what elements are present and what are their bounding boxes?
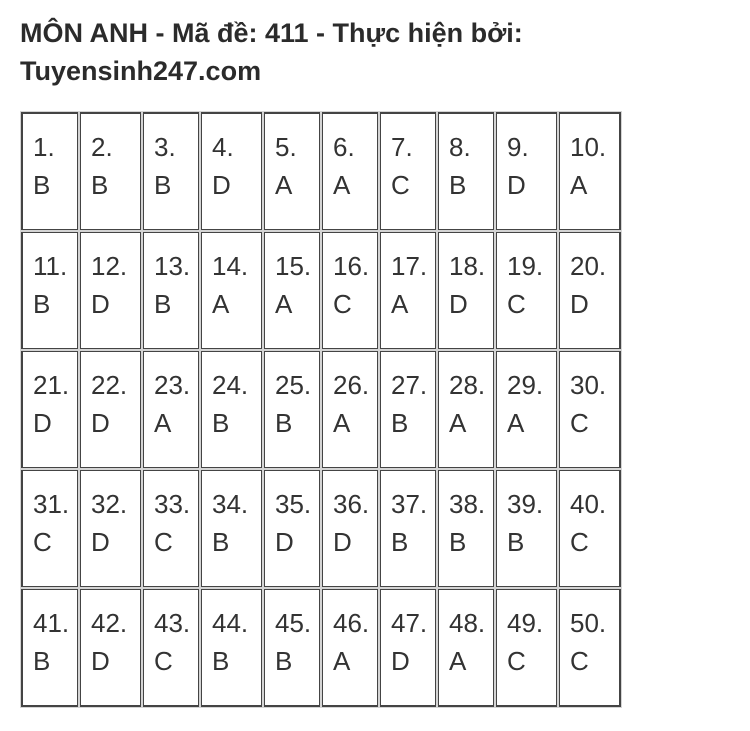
answer-cell — [200, 112, 263, 231]
answer-cell — [79, 112, 142, 231]
answer-cell — [379, 350, 437, 469]
answer-cell — [321, 231, 379, 350]
answer-cell — [263, 231, 321, 350]
question-number: 31. — [33, 489, 70, 519]
answer-cell — [142, 350, 200, 469]
question-number: 7. — [391, 132, 413, 162]
answer-letter: B — [33, 170, 51, 200]
answer-letter: C — [507, 646, 526, 676]
answer-letter: A — [507, 408, 525, 438]
answer-cell — [263, 469, 321, 588]
answer-cell — [79, 350, 142, 469]
answer-letter: B — [212, 646, 230, 676]
answer-letter: D — [449, 289, 468, 319]
answer-cell — [200, 588, 263, 707]
question-number: 1. — [33, 132, 55, 162]
answer-letter: B — [507, 527, 525, 557]
answer-letter: A — [333, 408, 351, 438]
answer-letter: D — [275, 527, 294, 557]
question-number: 37. — [391, 489, 428, 519]
question-number: 46. — [333, 608, 370, 638]
answer-cell — [495, 112, 558, 231]
question-number: 26. — [333, 370, 370, 400]
answer-cell — [263, 112, 321, 231]
answer-letter: A — [391, 289, 409, 319]
answer-letter: B — [449, 527, 467, 557]
question-number: 23. — [154, 370, 191, 400]
question-number: 19. — [507, 251, 544, 281]
answer-letter: C — [333, 289, 352, 319]
answer-letter: A — [570, 170, 588, 200]
answer-letter: A — [449, 646, 467, 676]
answer-letter: A — [449, 408, 467, 438]
answer-letter: A — [275, 170, 293, 200]
question-number: 45. — [275, 608, 312, 638]
question-number: 28. — [449, 370, 486, 400]
answer-letter: D — [507, 170, 526, 200]
question-number: 27. — [391, 370, 428, 400]
answer-letter: D — [91, 289, 110, 319]
question-number: 50. — [570, 608, 607, 638]
answer-letter: D — [91, 527, 110, 557]
answer-letter: D — [391, 646, 410, 676]
answer-cell — [79, 469, 142, 588]
title-line-2: Tuyensinh247.com — [20, 56, 262, 86]
question-number: 25. — [275, 370, 312, 400]
answer-cell — [321, 469, 379, 588]
question-number: 47. — [391, 608, 428, 638]
answer-row — [21, 112, 621, 231]
answer-key-table — [20, 111, 622, 708]
answer-cell — [321, 112, 379, 231]
answer-letter: A — [275, 289, 293, 319]
question-number: 34. — [212, 489, 249, 519]
answer-letter: C — [507, 289, 526, 319]
question-number: 29. — [507, 370, 544, 400]
question-number: 17. — [391, 251, 428, 281]
answer-cell — [79, 231, 142, 350]
answer-letter: B — [33, 646, 51, 676]
answer-row — [21, 231, 621, 350]
question-number: 11. — [33, 251, 68, 281]
answer-row — [21, 350, 621, 469]
question-number: 41. — [33, 608, 70, 638]
answer-letter: B — [449, 170, 467, 200]
answer-letter: B — [212, 527, 230, 557]
answer-cell — [437, 469, 495, 588]
answer-letter: C — [154, 646, 173, 676]
question-number: 16. — [333, 251, 370, 281]
answer-cell — [21, 469, 79, 588]
page-title — [20, 14, 740, 90]
answer-cell — [21, 112, 79, 231]
answer-cell — [263, 350, 321, 469]
answer-cell — [558, 588, 621, 707]
question-number: 14. — [212, 251, 249, 281]
question-number: 9. — [507, 132, 529, 162]
answer-cell — [321, 588, 379, 707]
question-number: 13. — [154, 251, 191, 281]
answer-cell — [200, 231, 263, 350]
answer-letter: B — [33, 289, 51, 319]
question-number: 2. — [91, 132, 113, 162]
answer-letter: D — [333, 527, 352, 557]
answer-cell — [79, 588, 142, 707]
question-number: 40. — [570, 489, 607, 519]
question-number: 18. — [449, 251, 486, 281]
answer-letter: D — [570, 289, 589, 319]
answer-cell — [379, 231, 437, 350]
answer-cell — [558, 350, 621, 469]
answer-letter: B — [154, 289, 172, 319]
answer-letter: A — [333, 170, 351, 200]
question-number: 6. — [333, 132, 355, 162]
question-number: 49. — [507, 608, 544, 638]
answer-cell — [200, 350, 263, 469]
answer-cell — [558, 231, 621, 350]
answer-cell — [437, 350, 495, 469]
question-number: 5. — [275, 132, 297, 162]
answer-key-body — [21, 112, 621, 707]
answer-cell — [200, 469, 263, 588]
title-line-1: MÔN ANH - Mã đề: 411 - Thực hiện bởi: — [20, 18, 523, 48]
question-number: 32. — [91, 489, 128, 519]
answer-cell — [437, 231, 495, 350]
answer-letter: C — [154, 527, 173, 557]
answer-cell — [437, 112, 495, 231]
answer-cell — [21, 588, 79, 707]
answer-letter: D — [91, 408, 110, 438]
answer-row — [21, 588, 621, 707]
answer-cell — [263, 588, 321, 707]
answer-letter: B — [212, 408, 230, 438]
answer-letter: A — [333, 646, 351, 676]
question-number: 39. — [507, 489, 544, 519]
answer-letter: B — [91, 170, 109, 200]
answer-letter: C — [570, 527, 589, 557]
question-number: 4. — [212, 132, 234, 162]
answer-letter: C — [570, 408, 589, 438]
answer-letter: B — [391, 527, 409, 557]
question-number: 22. — [91, 370, 128, 400]
answer-cell — [21, 231, 79, 350]
question-number: 36. — [333, 489, 370, 519]
answer-letter: D — [212, 170, 231, 200]
answer-cell — [142, 112, 200, 231]
question-number: 12. — [91, 251, 128, 281]
answer-letter: C — [570, 646, 589, 676]
question-number: 42. — [91, 608, 128, 638]
answer-cell — [379, 588, 437, 707]
question-number: 44. — [212, 608, 249, 638]
answer-letter: A — [212, 289, 230, 319]
answer-cell — [495, 469, 558, 588]
answer-letter: B — [154, 170, 172, 200]
question-number: 38. — [449, 489, 486, 519]
answer-cell — [495, 350, 558, 469]
answer-letter: B — [391, 408, 409, 438]
question-number: 30. — [570, 370, 607, 400]
answer-cell — [142, 588, 200, 707]
answer-cell — [379, 112, 437, 231]
question-number: 3. — [154, 132, 176, 162]
answer-letter: A — [154, 408, 172, 438]
question-number: 48. — [449, 608, 486, 638]
answer-letter: B — [275, 646, 293, 676]
answer-cell — [142, 469, 200, 588]
answer-cell — [21, 350, 79, 469]
answer-cell — [321, 350, 379, 469]
answer-cell — [142, 231, 200, 350]
answer-cell — [437, 588, 495, 707]
question-number: 8. — [449, 132, 471, 162]
answer-letter: D — [91, 646, 110, 676]
question-number: 33. — [154, 489, 191, 519]
answer-cell — [495, 231, 558, 350]
question-number: 15. — [275, 251, 312, 281]
answer-letter: D — [33, 408, 52, 438]
answer-cell — [558, 469, 621, 588]
answer-letter: C — [391, 170, 410, 200]
question-number: 10. — [570, 132, 607, 162]
answer-cell — [495, 588, 558, 707]
question-number: 35. — [275, 489, 312, 519]
answer-row — [21, 469, 621, 588]
question-number: 21. — [33, 370, 70, 400]
answer-letter: B — [275, 408, 293, 438]
question-number: 24. — [212, 370, 249, 400]
answer-letter: C — [33, 527, 52, 557]
question-number: 20. — [570, 251, 607, 281]
answer-cell — [379, 469, 437, 588]
answer-cell — [558, 112, 621, 231]
question-number: 43. — [154, 608, 191, 638]
